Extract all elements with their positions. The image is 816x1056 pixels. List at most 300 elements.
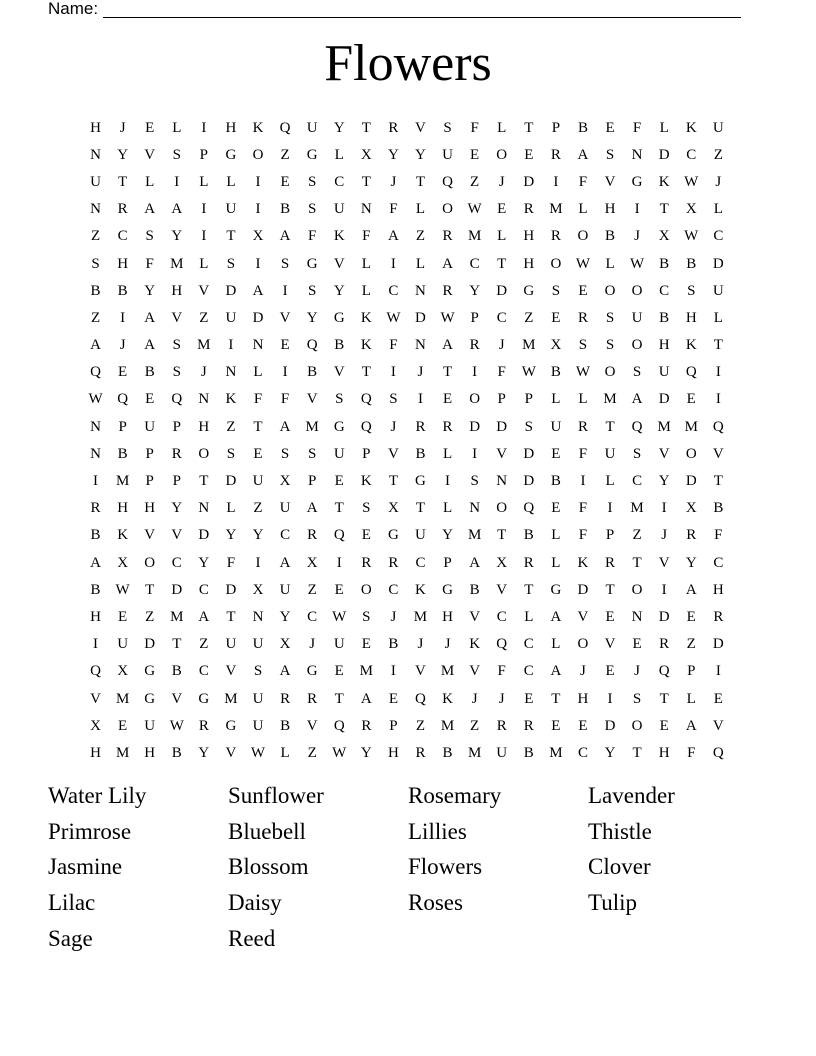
grid-letter: E [388,690,398,707]
grid-letter: M [359,663,373,680]
grid-letter: B [713,500,724,517]
grid-row [82,386,732,413]
grid-letter: W [250,744,266,761]
grid-letter: V [171,527,183,544]
grid-letter: I [445,473,451,490]
grid-letter: S [605,146,615,163]
grid-letter: B [686,255,697,272]
word-bank-item: Blossom [228,854,309,880]
grid-letter: R [90,500,101,517]
grid-letter: V [279,309,291,326]
grid-row [82,304,732,331]
grid-letter: W [684,228,699,245]
grid-letter: T [253,418,263,435]
grid-letter: E [442,391,453,408]
grid-letter: V [171,309,183,326]
grid-letter: G [225,146,237,163]
grid-letter: O [604,282,616,299]
grid-letter: T [442,364,453,381]
grid-letter: X [90,717,101,734]
grid-letter: W [332,744,347,761]
grid-letter: J [471,690,478,707]
grid-letter: E [632,636,642,653]
grid-letter: T [497,527,507,544]
grid-letter: H [90,119,101,136]
grid-row [82,413,732,440]
grid-row [82,631,732,658]
grid-letter: S [335,391,344,408]
grid-letter: F [497,364,506,381]
grid-letter: N [415,282,426,299]
grid-letter: V [415,663,426,680]
grid-letter: V [712,717,724,734]
grid-letter: I [390,364,396,381]
grid-letter: K [442,690,453,707]
word-bank-item: Rosemary [408,783,502,808]
grid-letter: G [306,146,318,163]
grid-letter: J [580,663,586,680]
grid-letter: C [496,309,507,326]
grid-letter: T [524,119,534,136]
grid-letter: J [715,173,722,190]
grid-letter: I [661,581,667,598]
grid-letter: I [336,554,342,571]
grid-letter: I [607,690,613,707]
grid-letter: L [605,255,615,272]
grid-letter: T [361,173,371,190]
grid-letter: B [550,364,561,381]
grid-letter: I [201,119,207,136]
grid-letter: D [225,282,237,299]
grid-letter: S [280,445,290,462]
grid-letter: V [604,636,616,653]
grid-letter: H [577,690,589,707]
grid-letter: I [255,173,261,190]
grid-letter: J [119,337,126,354]
grid-letter: R [523,717,534,734]
grid-letter: D [712,636,724,653]
grid-letter: L [415,201,426,218]
grid-letter: L [551,527,561,544]
grid-letter: E [280,337,290,354]
word-bank-item: Clover [588,854,651,880]
grid-letter: Q [333,527,345,544]
grid-letter: K [360,337,372,354]
grid-letter: A [279,228,291,245]
grid-letter: D [523,173,535,190]
grid-letter: I [661,500,667,517]
grid-letter: E [686,391,696,408]
grid-letter: A [198,608,210,625]
grid-letter: R [469,337,480,354]
grid-letter: K [333,228,345,245]
grid-letter: U [225,636,237,653]
grid-letter: U [252,636,264,653]
grid-letter: Y [171,228,183,245]
grid-letter: O [577,228,589,245]
grid-letter: D [198,527,210,544]
grid-letter: R [307,690,318,707]
grid-letter: W [630,255,645,272]
grid-letter: R [442,418,453,435]
grid-letter: I [472,445,478,462]
grid-letter: F [226,554,236,571]
grid-letter: X [279,473,291,490]
grid-letter: S [226,255,236,272]
grid-letter: U [712,119,724,136]
grid-letter: B [388,636,399,653]
grid-letter: T [632,554,642,571]
grid-letter: T [334,690,344,707]
grid-letter: U [496,744,508,761]
grid-letter: M [467,228,482,245]
grid-letter: J [498,690,505,707]
grid-letter: K [117,527,129,544]
grid-letter: D [658,608,670,625]
grid-letter: E [578,282,588,299]
grid-letter: B [659,255,670,272]
grid-letter: F [578,173,588,190]
grid-letter: B [523,744,534,761]
grid-letter: S [172,337,181,354]
grid-letter: B [307,364,318,381]
grid-letter: X [306,554,318,571]
word-bank [48,780,768,958]
grid-row [82,549,732,576]
grid-letter: R [415,744,426,761]
grid-row [82,250,732,277]
grid-letter: J [498,173,505,190]
grid-letter: Q [496,636,508,653]
grid-letter: X [550,337,562,354]
grid-letter: R [361,554,372,571]
grid-letter: E [605,608,615,625]
grid-letter: O [631,282,643,299]
grid-letter: F [389,337,398,354]
grid-letter: A [577,146,589,163]
grid-letter: D [469,418,481,435]
grid-letter: H [144,744,156,761]
grid-letter: Y [117,146,129,163]
grid-letter: W [332,608,347,625]
grid-row [82,739,732,766]
grid-letter: H [387,744,399,761]
grid-letter: P [145,445,154,462]
grid-letter: F [497,663,506,680]
grid-letter: Y [415,146,426,163]
grid-letter: L [361,282,371,299]
grid-letter: C [713,228,724,245]
grid-letter: Y [604,744,616,761]
grid-letter: S [470,473,479,490]
grid-letter: L [199,173,209,190]
grid-letter: A [90,554,101,571]
grid-letter: L [226,173,236,190]
grid-letter: R [388,554,399,571]
grid-letter: S [307,173,317,190]
grid-letter: D [577,581,589,598]
grid-letter: D [415,309,426,326]
grid-letter: S [362,500,371,517]
name-blank-line [103,3,741,18]
grid-letter: A [685,581,697,598]
grid-letter: U [252,690,264,707]
grid-letter: G [442,581,453,598]
grid-letter: D [252,309,264,326]
grid-row [82,522,732,549]
grid-letter: K [360,309,372,326]
grid-letter: W [575,364,591,381]
grid-letter: A [387,228,399,245]
grid-letter: O [252,146,264,163]
grid-letter: U [279,581,291,598]
grid-letter: P [524,391,533,408]
grid-letter: H [171,282,183,299]
grid-letter: A [171,201,183,218]
word-bank-item: Tulip [588,890,638,916]
grid-letter: A [685,717,697,734]
grid-letter: Q [306,337,318,354]
grid-letter: C [307,608,318,625]
grid-letter: C [280,527,291,544]
grid-row [82,223,732,250]
grid-letter: Y [387,146,399,163]
grid-letter: J [498,337,505,354]
grid-letter: Y [469,282,481,299]
letter-grid [82,114,732,767]
grid-letter: Z [713,146,723,163]
grid-letter: U [90,173,101,190]
grid-letter: T [713,473,723,490]
grid-letter: K [658,173,670,190]
grid-letter: R [659,636,670,653]
grid-letter: B [469,581,480,598]
grid-letter: E [280,173,290,190]
grid-letter: D [523,445,535,462]
grid-letter: G [631,173,643,190]
word-bank-item: Roses [408,890,463,916]
grid-letter: N [496,473,508,490]
word-bank-item: Sage [48,925,93,951]
grid-letter: S [551,282,561,299]
grid-letter: Y [685,554,697,571]
grid-letter: O [469,391,481,408]
grid-letter: V [198,282,210,299]
grid-letter: M [170,608,184,625]
grid-letter: H [90,608,101,625]
grid-letter: E [470,146,480,163]
grid-letter: S [632,364,642,381]
grid-letter: X [496,554,508,571]
grid-letter: V [306,391,318,408]
grid-letter: A [469,554,481,571]
grid-letter: V [415,119,426,136]
grid-letter: N [469,500,481,517]
grid-row [82,196,732,223]
grid-letter: R [388,119,399,136]
grid-letter: S [389,391,398,408]
grid-letter: R [117,201,128,218]
grid-letter: I [715,663,721,680]
grid-letter: H [685,309,697,326]
grid-letter: F [307,228,317,245]
grid-letter: A [631,391,643,408]
grid-row [82,603,732,630]
grid-letter: B [550,473,561,490]
grid-letter: I [634,201,640,218]
grid-letter: I [201,201,207,218]
grid-letter: B [280,717,291,734]
grid-letter: U [631,309,643,326]
grid-row [82,495,732,522]
grid-letter: C [523,663,534,680]
grid-letter: N [90,445,101,462]
grid-letter: E [524,146,534,163]
grid-letter: X [360,146,372,163]
grid-letter: Q [712,418,724,435]
grid-letter: X [387,500,399,517]
grid-letter: U [117,636,129,653]
grid-letter: B [577,119,588,136]
grid-letter: H [604,201,616,218]
grid-letter: X [117,554,129,571]
grid-letter: E [605,119,615,136]
grid-letter: V [225,663,237,680]
grid-letter: K [415,581,426,598]
grid-letter: M [170,255,184,272]
grid-letter: E [524,690,534,707]
grid-letter: P [362,445,371,462]
grid-letter: T [605,418,615,435]
grid-letter: C [496,608,507,625]
grid-letter: R [442,282,453,299]
grid-letter: O [631,337,643,354]
grid-letter: Y [171,500,183,517]
grid-letter: Q [279,119,291,136]
grid-letter: V [144,527,156,544]
grid-letter: Z [280,146,290,163]
grid-letter: R [577,418,588,435]
grid-letter: O [198,445,210,462]
grid-letter: P [199,146,209,163]
grid-letter: U [604,445,616,462]
grid-letter: G [144,663,156,680]
grid-letter: P [551,119,561,136]
grid-letter: A [550,608,562,625]
grid-letter: R [415,418,426,435]
grid-row [82,467,732,494]
grid-letter: T [199,473,209,490]
grid-letter: N [252,337,264,354]
grid-letter: X [279,636,291,653]
grid-letter: A [442,337,453,354]
grid-letter: X [685,500,697,517]
grid-letter: M [115,744,130,761]
grid-letter: L [524,608,534,625]
grid-letter: W [115,581,130,598]
grid-letter: M [549,201,563,218]
grid-letter: A [252,282,264,299]
grid-letter: O [631,717,643,734]
grid-letter: H [658,744,670,761]
grid-letter: O [577,636,589,653]
grid-letter: N [90,146,101,163]
grid-row [82,712,732,739]
grid-letter: Q [117,391,129,408]
grid-letter: E [551,500,561,517]
grid-letter: Y [442,527,453,544]
grid-letter: Q [90,364,101,381]
grid-letter: I [255,255,261,272]
grid-letter: C [171,554,182,571]
grid-letter: T [388,473,398,490]
grid-row [82,440,732,467]
grid-letter: T [334,500,344,517]
grid-letter: H [90,744,101,761]
grid-letter: A [360,690,372,707]
grid-letter: L [497,228,507,245]
grid-letter: U [415,527,426,544]
grid-letter: T [415,173,426,190]
grid-letter: T [415,500,426,517]
grid-letter: R [550,228,561,245]
grid-letter: T [361,364,371,381]
grid-letter: J [390,418,397,435]
grid-letter: N [415,337,426,354]
grid-letter: I [715,391,721,408]
grid-letter: C [198,581,209,598]
grid-letter: G [550,581,562,598]
grid-letter: V [658,554,670,571]
grid-letter: D [225,581,237,598]
grid-letter: D [658,391,670,408]
grid-letter: Y [333,119,345,136]
grid-letter: E [361,527,371,544]
grid-letter: M [603,391,617,408]
grid-letter: X [252,581,264,598]
grid-letter: Q [631,418,643,435]
grid-letter: I [255,554,261,571]
grid-letter: S [443,119,452,136]
grid-letter: G [225,717,237,734]
grid-letter: D [685,473,697,490]
grid-letter: V [144,146,156,163]
grid-letter: B [415,445,426,462]
grid-letter: C [577,744,588,761]
grid-letter: J [634,228,641,245]
grid-letter: M [224,690,238,707]
grid-letter: B [280,201,291,218]
grid-letter: K [685,337,697,354]
grid-letter: V [469,608,481,625]
grid-letter: L [226,500,236,517]
grid-letter: J [417,364,424,381]
grid-row [82,141,732,168]
grid-letter: J [390,173,397,190]
grid-letter: Z [90,309,101,326]
grid-letter: R [442,228,453,245]
grid-letter: B [523,527,534,544]
grid-letter: L [605,473,615,490]
grid-letter: R [496,717,507,734]
grid-letter: C [388,282,399,299]
grid-letter: V [333,364,345,381]
grid-letter: F [280,391,290,408]
grid-letter: Q [415,690,426,707]
grid-letter: Z [145,608,155,625]
grid-letter: U [712,282,724,299]
grid-letter: U [306,119,318,136]
